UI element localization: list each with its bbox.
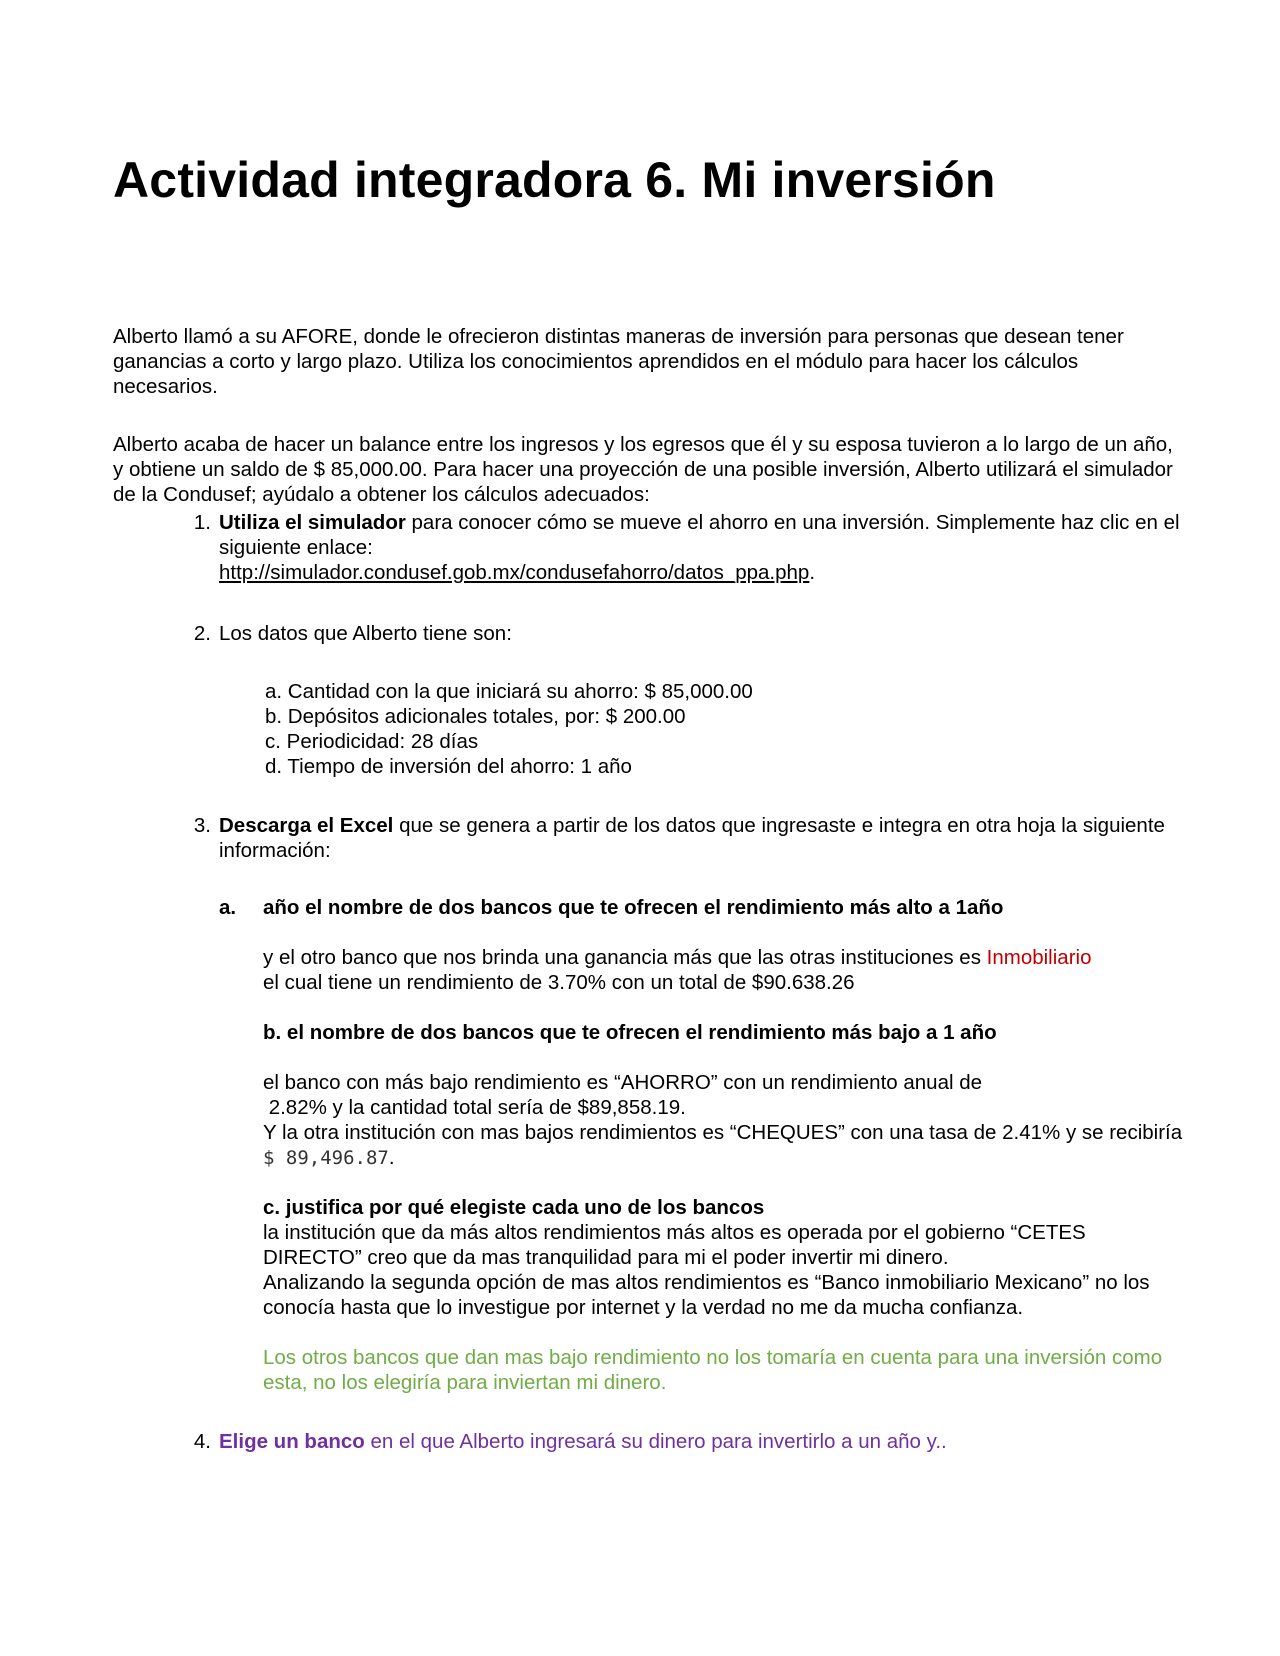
section-c xyxy=(263,1195,1183,1320)
list-number: 4. xyxy=(193,1430,211,1453)
sublist-item: c. Periodicidad: 28 días xyxy=(265,730,479,753)
section-c-heading: c. justifica por qué elegiste cada uno de los bancos xyxy=(263,1196,765,1219)
list-number: 3. xyxy=(193,814,211,837)
highlight-inmobiliario: Inmobiliario xyxy=(986,946,1092,969)
item-1-bold: Utiliza el simulador xyxy=(219,511,406,534)
section-b-line-1: el banco con más bajo rendimiento es “AHORRO” con un rendimiento anual de xyxy=(263,1071,983,1094)
item-4-text: en el que Alberto ingresará su dinero para invertirlo a un año y.. xyxy=(364,1430,947,1453)
section-a-body xyxy=(263,945,1183,995)
intro-paragraph: Alberto llamó a su AFORE, donde le ofrecieron distintas maneras de inversión para personas que desean tener ganancias a corto y largo plazo. Utiliza los conocimientos aprendidos en el módulo para hacer los cálculos necesarios. xyxy=(113,325,1124,398)
item-3-text: que se genera a partir de los datos que ingresaste e integra en otra hoja la siguiente información: xyxy=(219,814,1165,862)
list-item-1 xyxy=(113,510,1188,585)
section-b-line-2: 2.82% y la cantidad total sería de $89,858.19. xyxy=(263,1096,686,1119)
amount-value: $ 89,496.87 xyxy=(263,1147,389,1169)
link-period: . xyxy=(809,561,816,584)
section-b-line-3-end: . xyxy=(388,1146,395,1169)
item-4-bold: Elige un banco xyxy=(219,1430,365,1453)
item-3-bold: Descarga el Excel xyxy=(219,814,394,837)
item-1-text: para conocer cómo se mueve el ahorro en una inversión. Simplemente haz clic en el siguiente enlace: xyxy=(219,511,1180,559)
sublist-item: d. Tiempo de inversión del ahorro: 1 año xyxy=(265,755,632,778)
section-b-line-3-text: Y la otra institución con mas bajos rendimientos es “CHEQUES” con una tasa de 2.41% y se recibiría xyxy=(263,1121,1183,1144)
simulator-link[interactable]: http://simulador.condusef.gob.mx/condusefahorro/datos_ppa.php xyxy=(219,561,810,584)
data-sublist xyxy=(265,679,753,779)
section-a-letter: a. xyxy=(219,896,237,919)
sublist-item: b. Depósitos adicionales totales, por: $ 200.00 xyxy=(265,705,686,728)
list-item-2 xyxy=(113,621,1188,646)
section-a-text-after: el cual tiene un rendimiento de 3.70% con un total de $90.638.26 xyxy=(263,971,855,994)
section-a-heading: año el nombre de dos bancos que te ofrecen el rendimiento más alto a 1año xyxy=(263,896,1004,919)
sublist-item: a. Cantidad con la que iniciará su ahorro: $ 85,000.00 xyxy=(265,680,753,703)
section-a-text: y el otro banco que nos brinda una ganancia más que las otras instituciones es xyxy=(263,946,987,969)
section-c-text-2: Analizando la segunda opción de mas altos rendimientos es “Banco inmobiliario Mexicano” no los conocía hasta que lo investigue por internet y la verdad no me da mucha confianza. xyxy=(263,1271,1150,1319)
section-b-heading: b. el nombre de dos bancos que te ofrecen el rendimiento más bajo a 1 año xyxy=(263,1021,997,1044)
item-2-text: Los datos que Alberto tiene son: xyxy=(219,622,512,645)
section-c-text-1: la institución que da más altos rendimientos más altos es operada por el gobierno “CETES DIRECTO” creo que da mas tranquilidad para mi el poder invertir mi dinero. xyxy=(263,1221,1086,1269)
list-item-4 xyxy=(113,1429,1188,1454)
page-title: Actividad integradora 6. Mi inversión xyxy=(113,152,996,208)
section-c-green-text: Los otros bancos que dan mas bajo rendimiento no los tomaría en cuenta para una inversión como esta, no los elegiría para inviertan mi dinero. xyxy=(263,1346,1163,1394)
section-b-line-3 xyxy=(263,1120,1183,1171)
list-number: 2. xyxy=(193,622,211,645)
list-item-3 xyxy=(113,813,1188,863)
list-number: 1. xyxy=(193,511,211,534)
context-paragraph: Alberto acaba de hacer un balance entre los ingresos y los egresos que él y su esposa tuvieron a lo largo de un año, y obtiene un saldo de $ 85,000.00. Para hacer una proyección de una posible inversión, Alberto utilizará el simulador de la Condusef; ayúdalo a obtener los cálculos adecuados: xyxy=(113,433,1173,506)
section-b-body xyxy=(263,1070,1183,1171)
